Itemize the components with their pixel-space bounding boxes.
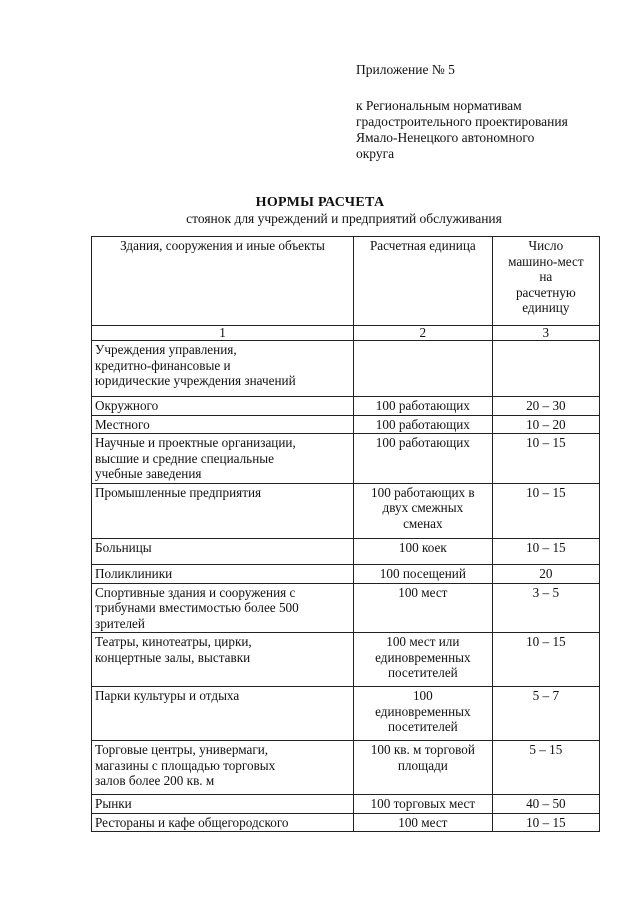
cell-line: высшие и средние специальные: [95, 450, 274, 466]
cell-line: посетителей: [387, 665, 458, 680]
header-line: на: [539, 269, 553, 284]
cell-spaces: 10 – 15: [492, 813, 599, 832]
table-row: [92, 633, 600, 687]
table-row: [92, 341, 600, 397]
cell-line: 100 мест или: [386, 634, 460, 649]
cell-line: единовременных: [375, 703, 471, 719]
cell-line: Учреждения управления,: [95, 342, 237, 357]
header-line: единицу: [522, 300, 570, 315]
table-row: [92, 434, 600, 484]
header-line: Число: [528, 238, 564, 253]
cell-spaces: 10 – 15: [492, 633, 599, 687]
table-row: [92, 687, 600, 741]
cell-object: [92, 633, 354, 687]
cell-spaces: 3 – 5: [492, 583, 599, 633]
appendix-ref-line: округа: [356, 146, 395, 161]
column-header-unit: Расчетная единица: [354, 237, 493, 326]
cell-line: зрителей: [95, 615, 145, 631]
table-row: [92, 397, 600, 416]
table-row: [92, 741, 600, 795]
appendix-number: Приложение № 5: [356, 62, 455, 77]
cell-object: [92, 813, 354, 832]
document-subtitle: стоянок для учреждений и предприятий обслуживания: [186, 211, 502, 226]
cell-object: [92, 415, 354, 434]
cell-spaces: 20 – 30: [492, 397, 599, 416]
cell-unit: [354, 741, 493, 795]
table-body: [92, 341, 600, 832]
cell-object: [92, 583, 354, 633]
table-row: [92, 564, 600, 583]
cell-line: Местного: [95, 416, 150, 432]
cell-object: [92, 795, 354, 814]
cell-line: учебные заведения: [95, 466, 202, 481]
column-number: 3: [492, 326, 599, 341]
cell-line: юридические учреждения значений: [95, 373, 296, 388]
cell-line: двух смежных: [382, 500, 464, 515]
parking-norms-table: [91, 236, 600, 832]
cell-line: кредитно-финансовые и: [95, 357, 231, 373]
cell-spaces: 10 – 20: [492, 415, 599, 434]
cell-object: [92, 687, 354, 741]
cell-line: Поликлиники: [95, 565, 173, 581]
column-header-objects: Здания, сооружения и иные объекты: [92, 237, 354, 326]
cell-line: посетителей: [387, 719, 458, 734]
cell-unit: [354, 341, 493, 397]
cell-line: сменах: [403, 515, 443, 531]
cell-spaces: 10 – 15: [492, 538, 599, 564]
cell-unit: [354, 583, 493, 633]
table-row: [92, 583, 600, 633]
cell-line: 100 работающих: [375, 435, 470, 450]
column-number: 1: [92, 326, 354, 341]
table-row: [92, 483, 600, 538]
cell-line: 100 мест: [398, 584, 448, 600]
cell-line: концертные залы, выставки: [95, 649, 251, 665]
cell-unit: [354, 813, 493, 832]
appendix-ref-line: к Региональным нормативам: [356, 98, 522, 113]
appendix-ref-line: градостроительного проектирования: [356, 114, 568, 129]
table-row: [92, 813, 600, 832]
column-header-spaces: [492, 237, 599, 326]
cell-unit: [354, 397, 493, 416]
column-number-row: [92, 326, 600, 341]
cell-line: 100 работающих: [375, 416, 470, 432]
cell-unit: [354, 633, 493, 687]
header-line: машино-мест: [508, 253, 584, 269]
cell-spaces: [492, 341, 599, 397]
cell-unit: [354, 434, 493, 484]
cell-line: Научные и проектные организации,: [95, 435, 296, 450]
cell-line: трибунами вместимостью более 500: [95, 600, 299, 615]
cell-object: [92, 397, 354, 416]
cell-line: Окружного: [95, 398, 159, 413]
table-row: [92, 415, 600, 434]
cell-line: Больницы: [95, 539, 152, 555]
cell-object: [92, 483, 354, 538]
cell-spaces: 10 – 15: [492, 483, 599, 538]
cell-unit: [354, 483, 493, 538]
cell-unit: [354, 795, 493, 814]
cell-object: [92, 538, 354, 564]
cell-object: [92, 741, 354, 795]
cell-unit: [354, 538, 493, 564]
cell-line: 100 работающих: [375, 398, 470, 413]
cell-line: 100 посещений: [379, 565, 466, 581]
cell-line: Рынки: [95, 796, 132, 811]
cell-object: [92, 341, 354, 397]
cell-spaces: 40 – 50: [492, 795, 599, 814]
cell-line: 100: [412, 688, 433, 703]
cell-line: магазины с площадью торговых: [95, 757, 276, 773]
appendix-ref-line: Ямало-Ненецкого автономного: [356, 130, 535, 145]
cell-line: единовременных: [375, 649, 471, 665]
document-title: НОРМЫ РАСЧЕТА: [255, 195, 385, 210]
cell-line: 100 коек: [398, 539, 447, 555]
table-row: [92, 538, 600, 564]
column-number: 2: [354, 326, 493, 341]
cell-object: [92, 434, 354, 484]
cell-line: 100 мест: [398, 814, 448, 830]
cell-spaces: 5 – 15: [492, 741, 599, 795]
appendix-reference: [356, 98, 626, 162]
cell-object: [92, 564, 354, 583]
cell-line: Промышленные предприятия: [95, 484, 262, 500]
cell-unit: [354, 564, 493, 583]
cell-line: Торговые центры, универмаги,: [95, 742, 269, 757]
header-line: расчетную: [515, 284, 576, 300]
cell-line: Театры, кинотеатры, цирки,: [95, 634, 252, 649]
cell-line: залов более 200 кв. м: [95, 773, 215, 788]
cell-line: 100 работающих в: [371, 484, 475, 500]
cell-line: Парки культуры и отдыха: [95, 688, 240, 703]
cell-spaces: 10 – 15: [492, 434, 599, 484]
table-row: [92, 795, 600, 814]
cell-spaces: 5 – 7: [492, 687, 599, 741]
cell-line: Спортивные здания и сооружения с: [95, 584, 296, 600]
table-header-row: [92, 237, 600, 326]
cell-line: 100 кв. м торговой: [370, 742, 475, 757]
cell-line: 100 торговых мест: [370, 796, 476, 811]
cell-spaces: 20: [492, 564, 599, 583]
cell-line: Рестораны и кафе общегородского: [95, 814, 289, 830]
cell-line: площади: [397, 757, 448, 773]
cell-unit: [354, 415, 493, 434]
cell-unit: [354, 687, 493, 741]
